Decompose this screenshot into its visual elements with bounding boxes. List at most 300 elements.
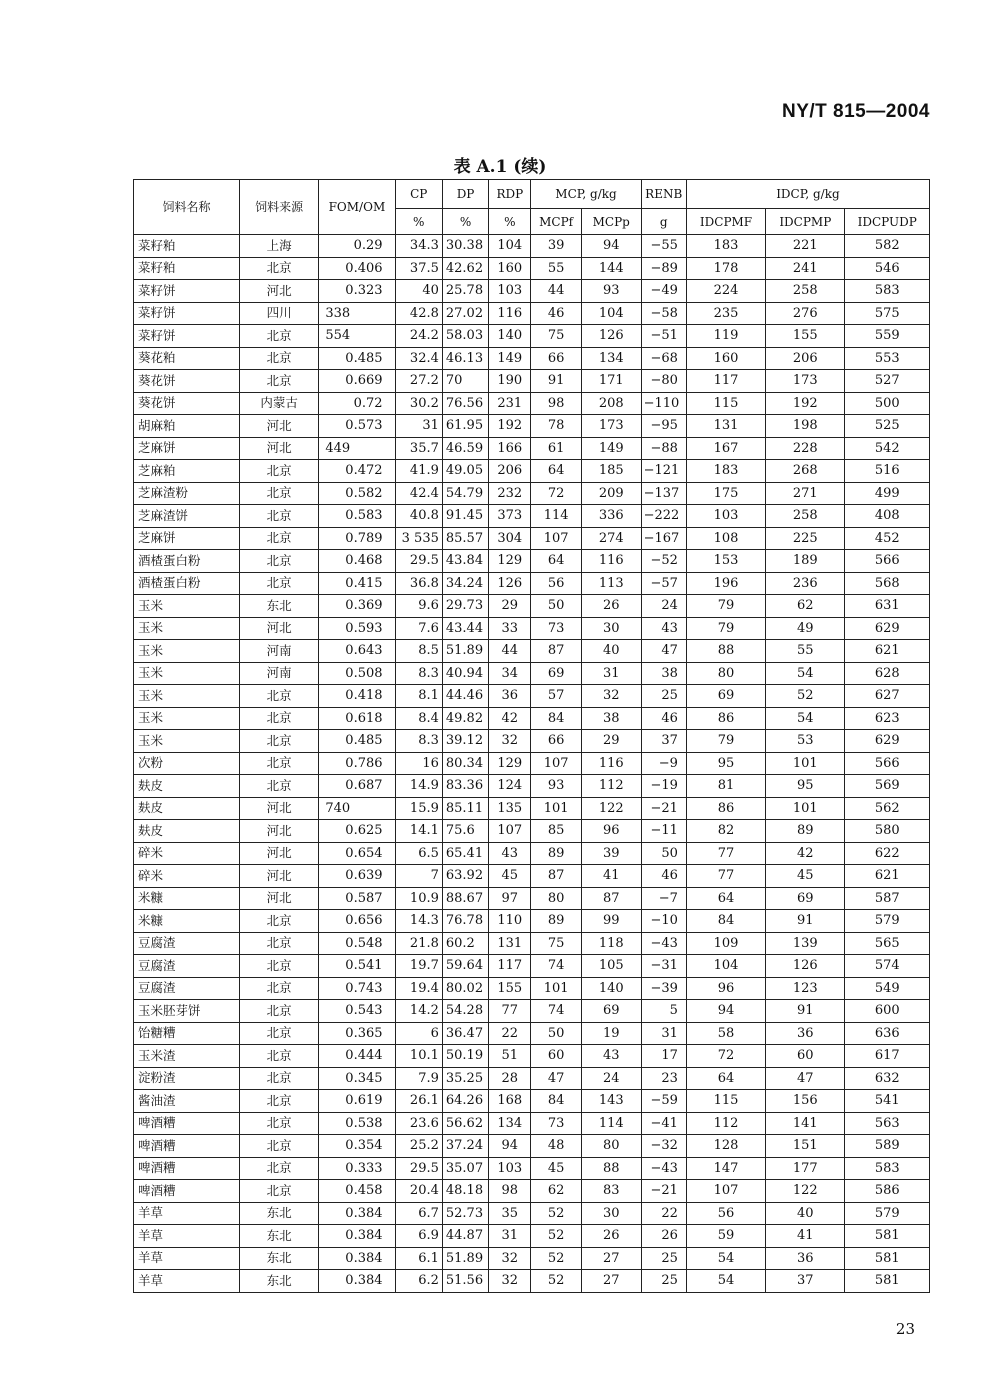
cell-mcpp: 99 [581, 910, 641, 933]
cell-dp: 42.62 [442, 257, 488, 280]
cell-renb: −121 [641, 460, 686, 483]
cell-mcpp: 38 [581, 707, 641, 730]
cell-mcpp: 19 [581, 1022, 641, 1045]
cell-cp: 7 [395, 865, 442, 888]
cell-idcpudp: 580 [845, 820, 930, 843]
cell-fom-om: 0.593 [319, 617, 395, 640]
cell-idcpmp: 101 [766, 797, 845, 820]
cell-fom-om: 449 [319, 437, 395, 460]
table-row [134, 662, 930, 685]
cell-mcpf: 66 [531, 730, 581, 753]
cell-renb: −110 [641, 392, 686, 415]
cell-cp: 32.4 [395, 347, 442, 370]
cell-idcpmp: 139 [766, 932, 845, 955]
cell-cp: 40 [395, 280, 442, 303]
cell-mcpp: 122 [581, 797, 641, 820]
cell-mcpp: 209 [581, 482, 641, 505]
cell-rdp: 42 [489, 707, 531, 730]
cell-feed-source: 东北 [240, 1202, 319, 1225]
cell-idcpudp: 516 [845, 460, 930, 483]
cell-cp: 19.7 [395, 955, 442, 978]
cell-idcpmp: 36 [766, 1247, 845, 1270]
cell-feed-name: 芝麻饼 [134, 437, 240, 460]
cell-renb: −39 [641, 977, 686, 1000]
cell-feed-name: 葵花饼 [134, 392, 240, 415]
cell-dp: 54.28 [442, 1000, 488, 1023]
cell-mcpp: 336 [581, 505, 641, 528]
cell-feed-source: 河南 [240, 662, 319, 685]
cell-idcpmp: 198 [766, 415, 845, 438]
cell-dp: 30.38 [442, 235, 488, 258]
cell-idcpmf: 59 [686, 1225, 765, 1248]
cell-rdp: 168 [489, 1090, 531, 1113]
cell-idcpudp: 546 [845, 257, 930, 280]
cell-idcpmp: 47 [766, 1067, 845, 1090]
cell-idcpmf: 58 [686, 1022, 765, 1045]
cell-mcpp: 144 [581, 257, 641, 280]
cell-feed-source: 东北 [240, 1247, 319, 1270]
cell-feed-name: 碎米 [134, 842, 240, 865]
cell-feed-name: 菜籽饼 [134, 302, 240, 325]
cell-rdp: 104 [489, 235, 531, 258]
cell-idcpmf: 224 [686, 280, 765, 303]
cell-mcpp: 114 [581, 1112, 641, 1135]
cell-feed-name: 啤酒糟 [134, 1180, 240, 1203]
cell-renb: 50 [641, 842, 686, 865]
table-row [134, 910, 930, 933]
table-body [134, 235, 930, 1293]
cell-dp: 59.64 [442, 955, 488, 978]
cell-mcpp: 140 [581, 977, 641, 1000]
cell-idcpudp: 579 [845, 1202, 930, 1225]
header-rdp: RDP [489, 180, 531, 209]
cell-idcpmp: 69 [766, 887, 845, 910]
cell-rdp: 140 [489, 325, 531, 348]
table-row [134, 1067, 930, 1090]
table-row [134, 640, 930, 663]
cell-idcpmf: 235 [686, 302, 765, 325]
cell-dp: 49.05 [442, 460, 488, 483]
cell-idcpudp: 629 [845, 730, 930, 753]
cell-mcpf: 98 [531, 392, 581, 415]
cell-idcpmp: 123 [766, 977, 845, 1000]
cell-rdp: 149 [489, 347, 531, 370]
cell-idcpmf: 80 [686, 662, 765, 685]
table-row [134, 595, 930, 618]
cell-renb: −89 [641, 257, 686, 280]
cell-cp: 8.1 [395, 685, 442, 708]
cell-renb: −10 [641, 910, 686, 933]
cell-mcpp: 88 [581, 1157, 641, 1180]
cell-fom-om: 0.472 [319, 460, 395, 483]
table-row [134, 1157, 930, 1180]
cell-feed-name: 饴糖糟 [134, 1022, 240, 1045]
cell-renb: −32 [641, 1135, 686, 1158]
cell-idcpudp: 562 [845, 797, 930, 820]
cell-fom-om: 0.333 [319, 1157, 395, 1180]
cell-idcpudp: 589 [845, 1135, 930, 1158]
cell-feed-name: 豆腐渣 [134, 977, 240, 1000]
cell-idcpmp: 177 [766, 1157, 845, 1180]
cell-feed-source: 北京 [240, 1090, 319, 1113]
cell-mcpp: 69 [581, 1000, 641, 1023]
cell-idcpmp: 268 [766, 460, 845, 483]
cell-idcpmf: 79 [686, 595, 765, 618]
cell-renb: 17 [641, 1045, 686, 1068]
cell-fom-om: 0.669 [319, 370, 395, 393]
cell-feed-source: 河北 [240, 280, 319, 303]
cell-idcpmf: 79 [686, 730, 765, 753]
cell-renb: 23 [641, 1067, 686, 1090]
cell-feed-name: 啤酒糟 [134, 1112, 240, 1135]
cell-rdp: 36 [489, 685, 531, 708]
cell-fom-om: 0.418 [319, 685, 395, 708]
header-fom-om: FOM/OM [319, 180, 395, 235]
table-row [134, 1225, 930, 1248]
cell-fom-om: 0.656 [319, 910, 395, 933]
cell-mcpp: 149 [581, 437, 641, 460]
cell-renb: −58 [641, 302, 686, 325]
cell-idcpudp: 549 [845, 977, 930, 1000]
cell-dp: 65.41 [442, 842, 488, 865]
header-idcpmf: IDCPMF [686, 209, 765, 235]
cell-idcpudp: 632 [845, 1067, 930, 1090]
cell-idcpmf: 108 [686, 527, 765, 550]
cell-rdp: 206 [489, 460, 531, 483]
cell-idcpmp: 36 [766, 1022, 845, 1045]
cell-idcpmf: 115 [686, 392, 765, 415]
cell-fom-om: 0.625 [319, 820, 395, 843]
cell-renb: 37 [641, 730, 686, 753]
cell-dp: 48.18 [442, 1180, 488, 1203]
cell-mcpf: 80 [531, 887, 581, 910]
cell-cp: 8.4 [395, 707, 442, 730]
cell-idcpudp: 575 [845, 302, 930, 325]
cell-feed-name: 次粉 [134, 752, 240, 775]
cell-fom-om: 0.369 [319, 595, 395, 618]
cell-mcpf: 74 [531, 955, 581, 978]
header-renb: RENB [641, 180, 686, 209]
cell-feed-source: 北京 [240, 685, 319, 708]
cell-mcpp: 27 [581, 1270, 641, 1293]
cell-feed-name: 碎米 [134, 865, 240, 888]
cell-mcpf: 50 [531, 595, 581, 618]
cell-cp: 6.9 [395, 1225, 442, 1248]
cell-cp: 19.4 [395, 977, 442, 1000]
cell-mcpp: 143 [581, 1090, 641, 1113]
cell-mcpf: 61 [531, 437, 581, 460]
cell-idcpmf: 128 [686, 1135, 765, 1158]
cell-idcpmf: 104 [686, 955, 765, 978]
cell-idcpudp: 581 [845, 1225, 930, 1248]
cell-idcpmf: 119 [686, 325, 765, 348]
cell-renb: −41 [641, 1112, 686, 1135]
cell-dp: 25.78 [442, 280, 488, 303]
cell-feed-source: 东北 [240, 1270, 319, 1293]
cell-mcpf: 64 [531, 460, 581, 483]
cell-renb: 31 [641, 1022, 686, 1045]
cell-cp: 42.4 [395, 482, 442, 505]
cell-rdp: 304 [489, 527, 531, 550]
cell-fom-om: 0.619 [319, 1090, 395, 1113]
cell-rdp: 135 [489, 797, 531, 820]
table-row [134, 392, 930, 415]
cell-cp: 31 [395, 415, 442, 438]
cell-renb: −68 [641, 347, 686, 370]
cell-mcpp: 171 [581, 370, 641, 393]
table-row [134, 1202, 930, 1225]
table-row [134, 977, 930, 1000]
cell-mcpp: 126 [581, 325, 641, 348]
cell-renb: −95 [641, 415, 686, 438]
cell-cp: 35.7 [395, 437, 442, 460]
table-row [134, 505, 930, 528]
cell-dp: 91.45 [442, 505, 488, 528]
cell-feed-source: 河北 [240, 842, 319, 865]
cell-dp: 85.57 [442, 527, 488, 550]
cell-cp: 26.1 [395, 1090, 442, 1113]
cell-dp: 46.59 [442, 437, 488, 460]
cell-rdp: 129 [489, 752, 531, 775]
cell-renb: −11 [641, 820, 686, 843]
cell-feed-source: 北京 [240, 550, 319, 573]
cell-feed-name: 麸皮 [134, 820, 240, 843]
cell-idcpmp: 45 [766, 865, 845, 888]
cell-fom-om: 0.541 [319, 955, 395, 978]
cell-feed-name: 淀粉渣 [134, 1067, 240, 1090]
cell-idcpudp: 527 [845, 370, 930, 393]
cell-idcpmp: 60 [766, 1045, 845, 1068]
cell-dp: 40.94 [442, 662, 488, 685]
cell-renb: 25 [641, 685, 686, 708]
cell-dp: 52.73 [442, 1202, 488, 1225]
cell-cp: 3 535 [395, 527, 442, 550]
cell-feed-name: 啤酒糟 [134, 1135, 240, 1158]
cell-rdp: 51 [489, 1045, 531, 1068]
cell-fom-om: 0.654 [319, 842, 395, 865]
header-feed-source: 饲料来源 [240, 180, 319, 235]
cell-idcpmp: 271 [766, 482, 845, 505]
cell-feed-source: 河北 [240, 797, 319, 820]
cell-dp: 80.34 [442, 752, 488, 775]
cell-mcpf: 45 [531, 1157, 581, 1180]
table-row [134, 550, 930, 573]
cell-feed-source: 北京 [240, 730, 319, 753]
cell-idcpmp: 258 [766, 505, 845, 528]
cell-idcpmf: 54 [686, 1270, 765, 1293]
cell-renb: 25 [641, 1270, 686, 1293]
table-row [134, 1112, 930, 1135]
cell-rdp: 107 [489, 820, 531, 843]
cell-idcpmf: 167 [686, 437, 765, 460]
cell-fom-om: 0.548 [319, 932, 395, 955]
cell-mcpf: 107 [531, 527, 581, 550]
table-row [134, 370, 930, 393]
cell-idcpmf: 178 [686, 257, 765, 280]
cell-fom-om: 0.643 [319, 640, 395, 663]
table-row [134, 1135, 930, 1158]
cell-mcpp: 87 [581, 887, 641, 910]
cell-fom-om: 0.29 [319, 235, 395, 258]
cell-dp: 76.56 [442, 392, 488, 415]
cell-fom-om: 0.587 [319, 887, 395, 910]
cell-idcpmf: 95 [686, 752, 765, 775]
cell-idcpmp: 258 [766, 280, 845, 303]
cell-renb: −43 [641, 1157, 686, 1180]
cell-cp: 8.5 [395, 640, 442, 663]
cell-rdp: 32 [489, 730, 531, 753]
cell-idcpmf: 69 [686, 685, 765, 708]
cell-dp: 51.89 [442, 640, 488, 663]
cell-idcpmf: 147 [686, 1157, 765, 1180]
table-row [134, 1045, 930, 1068]
cell-idcpmp: 221 [766, 235, 845, 258]
cell-mcpf: 101 [531, 797, 581, 820]
cell-idcpudp: 542 [845, 437, 930, 460]
cell-mcpf: 52 [531, 1202, 581, 1225]
cell-feed-source: 北京 [240, 347, 319, 370]
cell-idcpmf: 175 [686, 482, 765, 505]
cell-idcpmf: 64 [686, 1067, 765, 1090]
cell-idcpmf: 96 [686, 977, 765, 1000]
cell-dp: 51.56 [442, 1270, 488, 1293]
table-row [134, 280, 930, 303]
cell-dp: 88.67 [442, 887, 488, 910]
cell-mcpf: 89 [531, 910, 581, 933]
cell-mcpf: 87 [531, 865, 581, 888]
cell-feed-source: 北京 [240, 707, 319, 730]
cell-dp: 39.12 [442, 730, 488, 753]
cell-idcpudp: 581 [845, 1270, 930, 1293]
cell-cp: 14.9 [395, 775, 442, 798]
cell-feed-name: 酱油渣 [134, 1090, 240, 1113]
cell-idcpmp: 101 [766, 752, 845, 775]
cell-feed-name: 啤酒糟 [134, 1157, 240, 1180]
cell-cp: 36.8 [395, 572, 442, 595]
cell-feed-name: 玉米 [134, 685, 240, 708]
cell-mcpp: 26 [581, 595, 641, 618]
cell-idcpudp: 565 [845, 932, 930, 955]
cell-idcpudp: 566 [845, 752, 930, 775]
cell-idcpudp: 566 [845, 550, 930, 573]
cell-dp: 63.92 [442, 865, 488, 888]
cell-mcpf: 69 [531, 662, 581, 685]
cell-feed-source: 北京 [240, 955, 319, 978]
cell-feed-name: 米糠 [134, 887, 240, 910]
cell-idcpudp: 452 [845, 527, 930, 550]
cell-renb: −52 [641, 550, 686, 573]
cell-idcpudp: 499 [845, 482, 930, 505]
cell-mcpf: 89 [531, 842, 581, 865]
cell-rdp: 134 [489, 1112, 531, 1135]
cell-dp: 37.24 [442, 1135, 488, 1158]
cell-cp: 10.1 [395, 1045, 442, 1068]
cell-renb: −80 [641, 370, 686, 393]
cell-renb: −222 [641, 505, 686, 528]
cell-rdp: 28 [489, 1067, 531, 1090]
cell-dp: 60.2 [442, 932, 488, 955]
table-row [134, 707, 930, 730]
cell-feed-name: 玉米胚芽饼 [134, 1000, 240, 1023]
cell-rdp: 155 [489, 977, 531, 1000]
cell-mcpf: 85 [531, 820, 581, 843]
cell-dp: 36.47 [442, 1022, 488, 1045]
cell-idcpudp: 568 [845, 572, 930, 595]
cell-rdp: 160 [489, 257, 531, 280]
cell-cp: 14.1 [395, 820, 442, 843]
cell-mcpp: 274 [581, 527, 641, 550]
cell-dp: 51.89 [442, 1247, 488, 1270]
cell-idcpmf: 81 [686, 775, 765, 798]
cell-mcpf: 47 [531, 1067, 581, 1090]
cell-feed-source: 北京 [240, 1112, 319, 1135]
cell-fom-om: 0.458 [319, 1180, 395, 1203]
cell-cp: 7.9 [395, 1067, 442, 1090]
cell-fom-om: 0.384 [319, 1247, 395, 1270]
cell-feed-source: 北京 [240, 1157, 319, 1180]
cell-renb: −51 [641, 325, 686, 348]
cell-cp: 30.2 [395, 392, 442, 415]
cell-rdp: 231 [489, 392, 531, 415]
cell-mcpp: 104 [581, 302, 641, 325]
cell-rdp: 44 [489, 640, 531, 663]
cell-rdp: 32 [489, 1247, 531, 1270]
cell-feed-name: 豆腐渣 [134, 932, 240, 955]
table-row [134, 437, 930, 460]
cell-renb: −21 [641, 797, 686, 820]
cell-mcpp: 208 [581, 392, 641, 415]
cell-idcpmp: 141 [766, 1112, 845, 1135]
cell-rdp: 110 [489, 910, 531, 933]
table-row [134, 235, 930, 258]
cell-mcpp: 30 [581, 1202, 641, 1225]
cell-idcpudp: 600 [845, 1000, 930, 1023]
cell-idcpmp: 155 [766, 325, 845, 348]
cell-feed-name: 米糠 [134, 910, 240, 933]
cell-dp: 46.13 [442, 347, 488, 370]
cell-fom-om: 0.323 [319, 280, 395, 303]
feed-protein-table [133, 179, 930, 1293]
cell-idcpmf: 131 [686, 415, 765, 438]
table-row [134, 415, 930, 438]
cell-feed-name: 葵花粕 [134, 347, 240, 370]
cell-feed-source: 河北 [240, 820, 319, 843]
cell-rdp: 94 [489, 1135, 531, 1158]
cell-renb: 22 [641, 1202, 686, 1225]
cell-fom-om: 0.573 [319, 415, 395, 438]
cell-fom-om: 0.485 [319, 730, 395, 753]
cell-mcpp: 32 [581, 685, 641, 708]
cell-cp: 15.9 [395, 797, 442, 820]
cell-idcpudp: 574 [845, 955, 930, 978]
cell-renb: −49 [641, 280, 686, 303]
cell-idcpmf: 86 [686, 797, 765, 820]
cell-idcpmp: 91 [766, 1000, 845, 1023]
table-row [134, 842, 930, 865]
cell-dp: 50.19 [442, 1045, 488, 1068]
table-row [134, 775, 930, 798]
cell-feed-source: 北京 [240, 1067, 319, 1090]
cell-idcpmf: 183 [686, 235, 765, 258]
cell-mcpp: 185 [581, 460, 641, 483]
cell-idcpudp: 579 [845, 910, 930, 933]
cell-idcpudp: 621 [845, 865, 930, 888]
header-mcpf: MCPf [531, 209, 581, 235]
cell-rdp: 34 [489, 662, 531, 685]
header-cp: CP [395, 180, 442, 209]
cell-fom-om: 0.583 [319, 505, 395, 528]
cell-feed-name: 羊草 [134, 1225, 240, 1248]
